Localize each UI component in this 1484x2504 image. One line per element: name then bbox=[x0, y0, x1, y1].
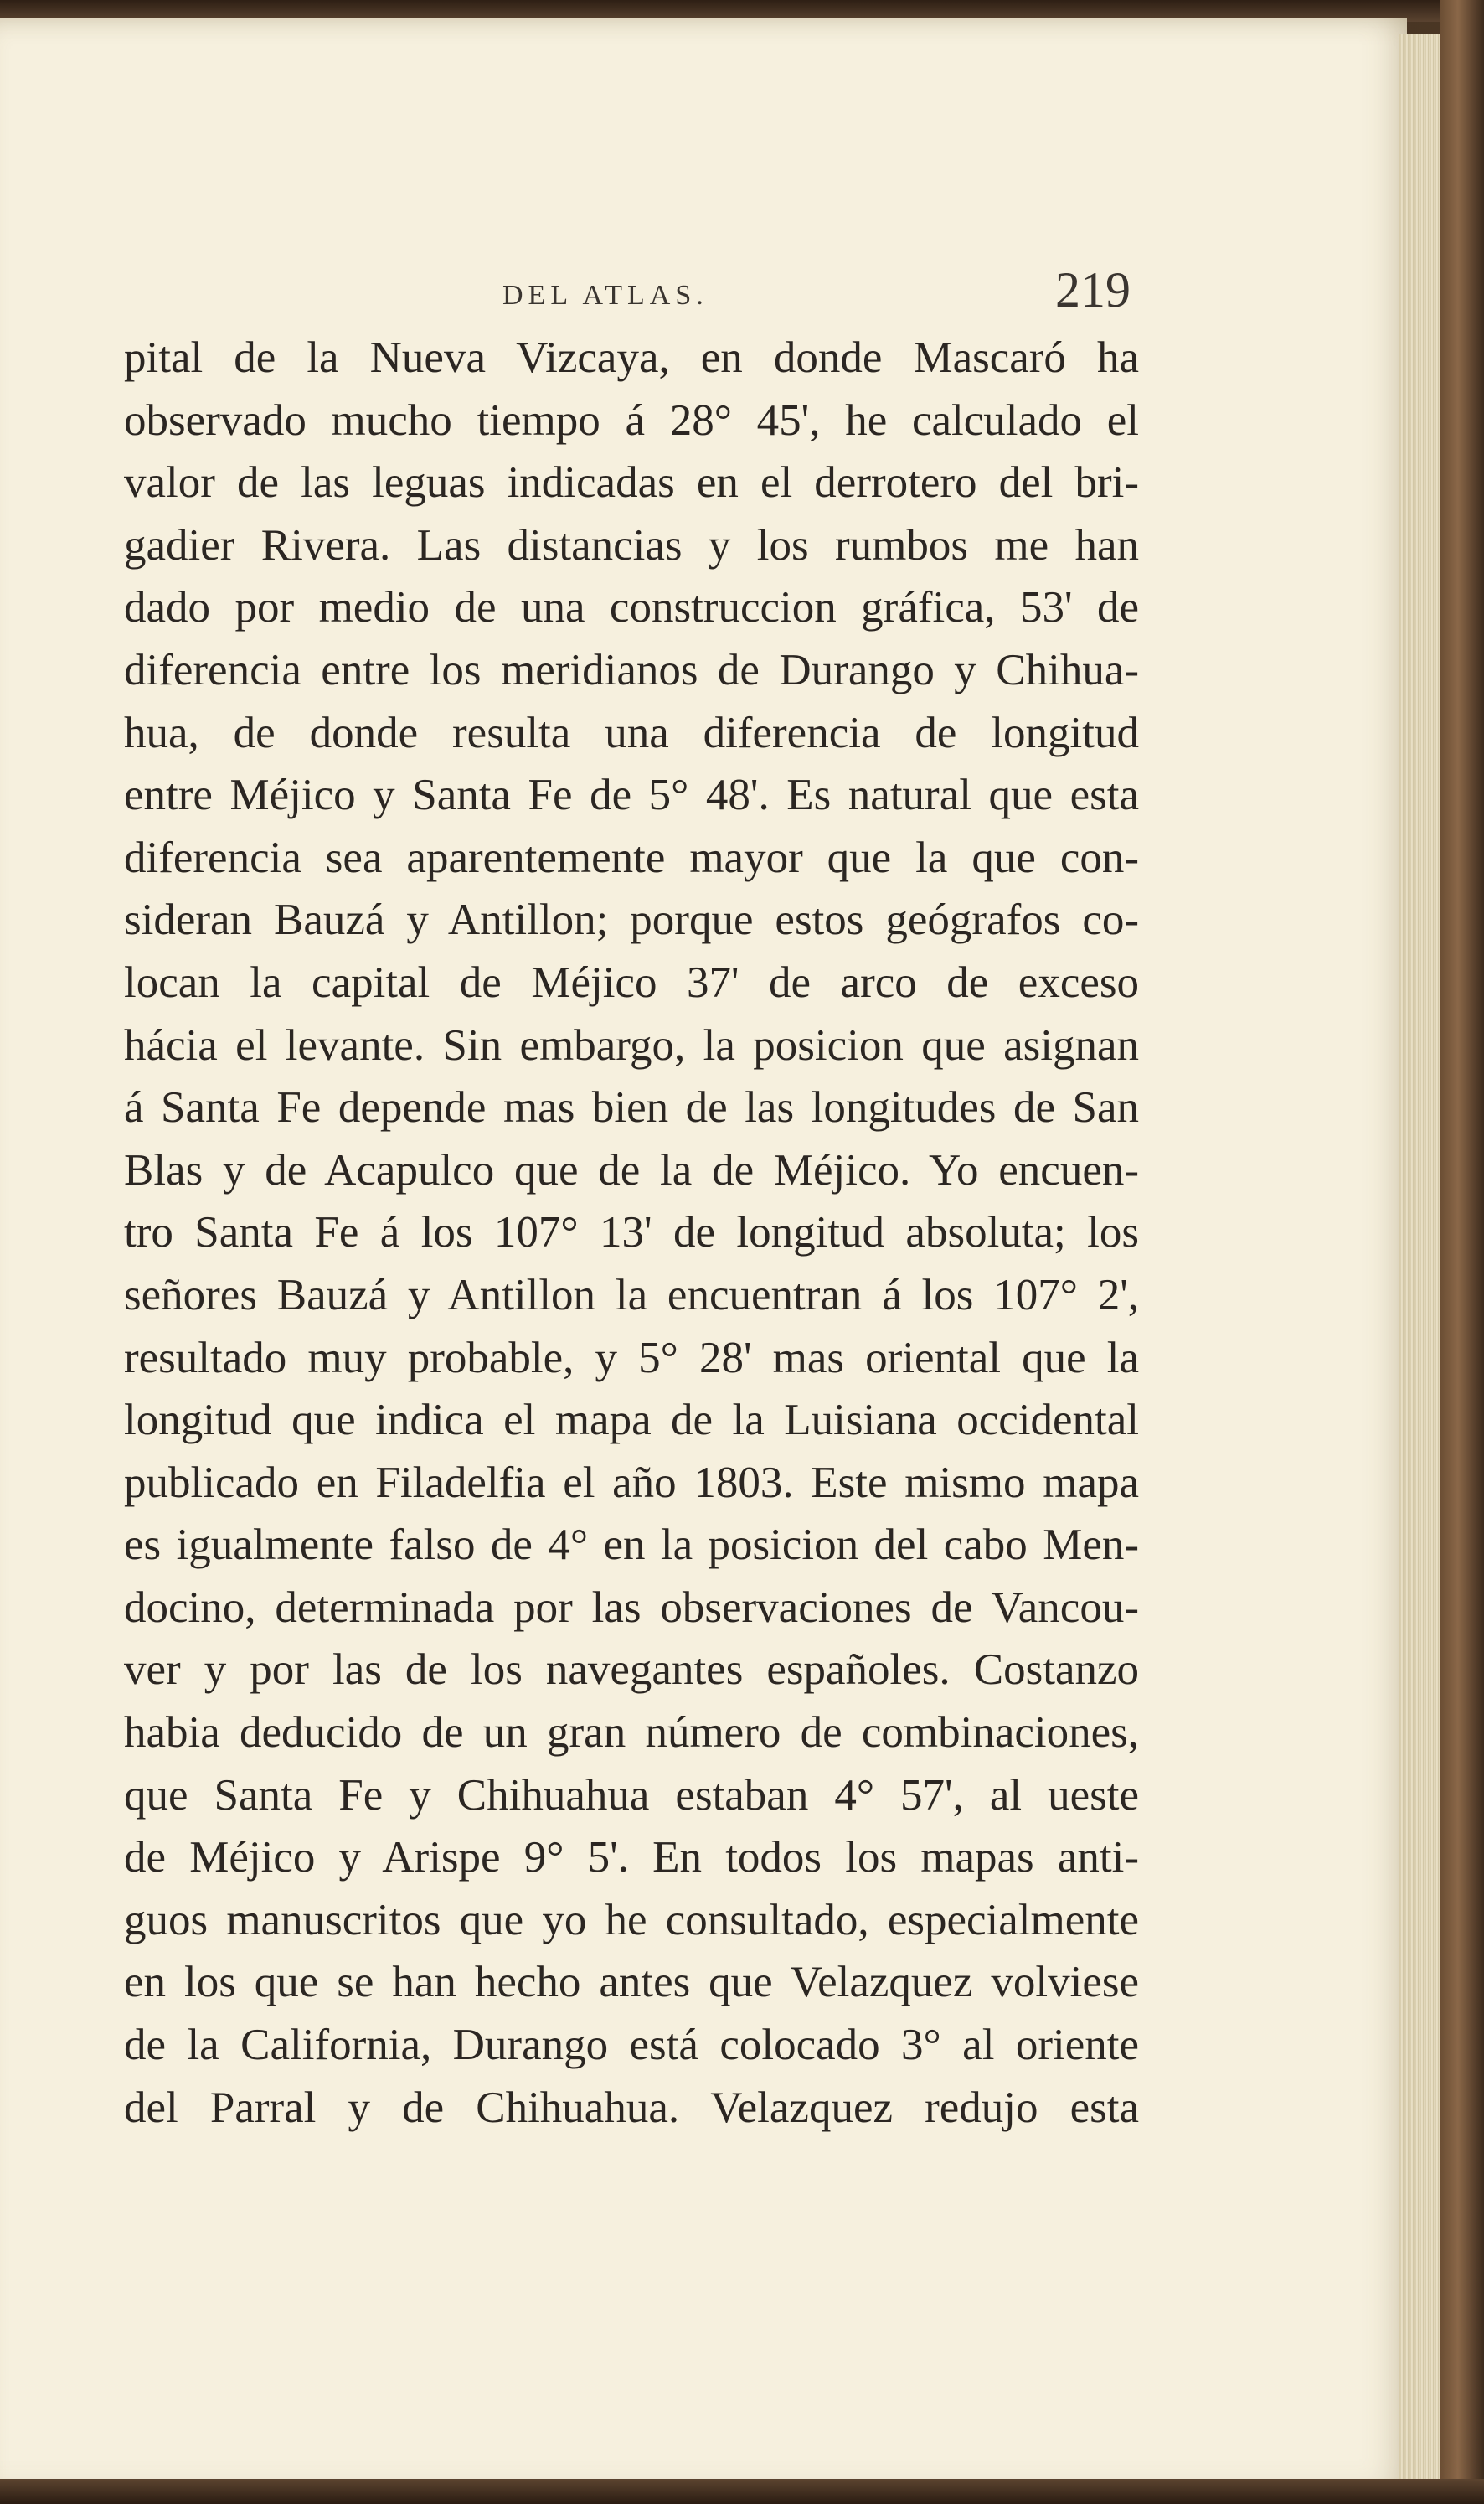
text-line: habia deducido de un gran número de combinaciones, bbox=[124, 1708, 1139, 1758]
book-page bbox=[0, 18, 1407, 2481]
text-line: gadier Rivera. Las distancias y los rumbos me han bbox=[124, 520, 1139, 570]
text-line: entre Méjico y Santa Fe de 5° 48'. Es natural que esta bbox=[124, 771, 1139, 820]
text-line: observado mucho tiempo á 28° 45', he calculado el bbox=[124, 395, 1139, 445]
text-line: guos manuscritos que yo he consultado, especialmente bbox=[124, 1895, 1139, 1944]
page-header bbox=[0, 261, 1407, 328]
page-number: 219 bbox=[1055, 262, 1131, 318]
text-line: longitud que indica el mapa de la Luisiana occidental bbox=[124, 1396, 1139, 1445]
running-title: DEL ATLAS. bbox=[502, 280, 709, 311]
text-line: Blas y de Acapulco que de la de Méjico. Yo encuen- bbox=[124, 1145, 1139, 1195]
text-line: tro Santa Fe á los 107° 13' de longitud absoluta; los bbox=[124, 1208, 1139, 1257]
text-line: del Parral y de Chihuahua. Velazquez redujo esta bbox=[124, 2083, 1139, 2132]
text-line: pital de la Nueva Vizcaya, en donde Mascaró ha bbox=[124, 333, 1139, 382]
text-line: publicado en Filadelfia el año 1803. Este mismo mapa bbox=[124, 1458, 1139, 1507]
binding-right-edge bbox=[1440, 0, 1484, 2504]
text-line: señores Bauzá y Antillon la encuentran á los 107° 2', bbox=[124, 1270, 1139, 1319]
text-line: resultado muy probable, y 5° 28' mas oriental que la bbox=[124, 1333, 1139, 1382]
text-line: sideran Bauzá y Antillon; porque estos geógrafos co- bbox=[124, 896, 1139, 945]
text-line: que Santa Fe y Chihuahua estaban 4° 57', al ueste bbox=[124, 1770, 1139, 1820]
page-block-edges bbox=[1399, 34, 1440, 2480]
text-line: diferencia sea aparentemente mayor que la que con- bbox=[124, 833, 1139, 882]
text-line: hua, de donde resulta una diferencia de longitud bbox=[124, 708, 1139, 757]
text-line: hácia el levante. Sin embargo, la posicion que asignan bbox=[124, 1020, 1139, 1070]
text-line: de Méjico y Arispe 9° 5'. En todos los mapas anti- bbox=[124, 1833, 1139, 1882]
text-line: es igualmente falso de 4° en la posicion del cabo Men- bbox=[124, 1520, 1139, 1570]
text-line: docino, determinada por las observaciones de Vancou- bbox=[124, 1582, 1139, 1632]
text-line: ver y por las de los navegantes españoles. Costanzo bbox=[124, 1645, 1139, 1695]
text-line: en los que se han hecho antes que Velazquez volviese bbox=[124, 1958, 1139, 2007]
text-line: dado por medio de una construccion gráfica, 53' de bbox=[124, 583, 1139, 632]
text-line: locan la capital de Méjico 37' de arco de exceso bbox=[124, 958, 1139, 1007]
text-line: valor de las leguas indicadas en el derrotero del bri- bbox=[124, 458, 1139, 508]
text-line: de la California, Durango está colocado 3° al oriente bbox=[124, 2021, 1139, 2070]
binding-bottom-edge bbox=[0, 2479, 1484, 2504]
body-text bbox=[124, 327, 1139, 2139]
text-line: á Santa Fe depende mas bien de las longitudes de San bbox=[124, 1083, 1139, 1133]
text-line: diferencia entre los meridianos de Durango y Chihua- bbox=[124, 645, 1139, 694]
